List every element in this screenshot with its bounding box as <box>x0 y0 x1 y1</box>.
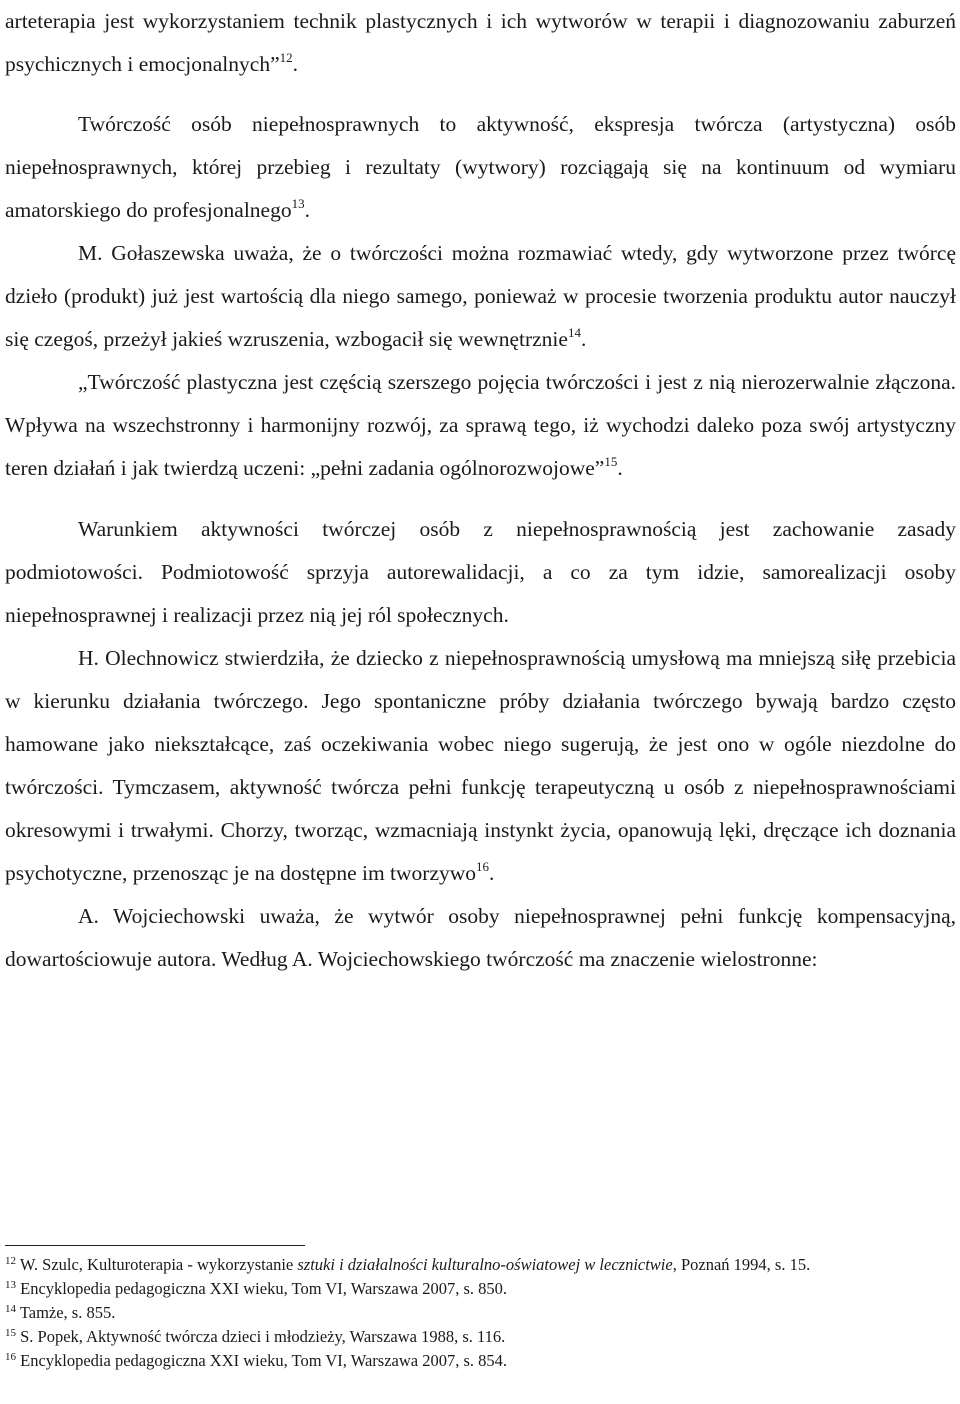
footnote-ref-15: 15 <box>604 454 618 469</box>
body-text <box>5 0 956 981</box>
footnote-number: 12 <box>5 1255 16 1267</box>
footnote-15: $^{15}$ S. Popek, Aktywność twórcza dzieci i młodzieży, Warszawa 1988, s. 116. <box>5 1327 506 1346</box>
paragraph-1: arteterapia jest wykorzystaniem technik plastycznych i ich wytworów w terapii i diagnozowaniu zaburzeń psychicznych i emocjonalnych”$^{12}$. <box>5 9 956 76</box>
footnote-ref-12: 12 <box>279 50 293 65</box>
paragraph-7: A. Wojciechowski uważa, że wytwór osoby niepełnosprawnej pełni funkcję kompensacyjną, dowartościowuje autora. Według A. Wojciechowskiego twórczość ma znaczenie wielostronne: <box>5 904 956 971</box>
footnote-16: $^{16}$ Encyklopedia pedagogiczna XXI wieku, Tom VI, Warszawa 2007, s. 854. <box>5 1351 508 1370</box>
paragraph-4: „Twórczość plastyczna jest częścią szerszego pojęcia twórczości i jest z nią nierozerwalnie złączona. Wpływa na wszechstronny i harmonijny rozwój, za sprawą tego, iż wychodzi daleko poza swój artystyczny teren działań i jak twierdzą uczeni: „pełni zadania ogólnorozwojowe”$^{15}$. <box>5 370 956 480</box>
footnote-ref-16: 16 <box>476 859 490 874</box>
footnote-ref-13: 13 <box>291 196 305 211</box>
footnote-14: $^{14}$ Tamże, s. 855. <box>5 1303 116 1322</box>
paragraph-3: M. Gołaszewska uważa, że o twórczości można rozmawiać wtedy, gdy wytworzone przez twórcę dzieło (produkt) już jest wartością dla niego samego, ponieważ w procesie tworzenia produktu autor nauczył się czegoś, przeżył jakieś wzruszenia, wzbogacił się wewnętrznie$^{14}$. <box>5 241 956 351</box>
footnote-13: $^{13}$ Encyklopedia pedagogiczna XXI wieku, Tom VI, Warszawa 2007, s. 850. <box>5 1279 508 1298</box>
footnote-number: 16 <box>5 1351 16 1363</box>
footnote-12: $^{12}$ W. Szulc, Kulturoterapia - wykorzystanie sztuki i działalności kulturalno-oświatowej w lecznictwie, Poznań 1994, s. 15. <box>5 1255 811 1274</box>
footnote-ref-14: 14 <box>567 325 581 340</box>
paragraph-5: Warunkiem aktywności twórczej osób z niepełnosprawnością jest zachowanie zasady podmiotowości. Podmiotowość sprzyja autorewalidacji, a co za tym idzie, samorealizacji osoby niepełnosprawnej i realizacji przez nią jej ról społecznych. <box>5 517 956 627</box>
footnote-separator <box>5 1245 305 1246</box>
footnote-number: 13 <box>5 1279 16 1291</box>
paragraph-2: Twórczość osób niepełnosprawnych to aktywność, ekspresja twórcza (artystyczna) osób niepełnosprawnych, której przebieg i rezultaty (wytwory) rozciągają się na kontinuum od wymiaru amatorskiego do profesjonalnego$^{13}$. <box>5 112 956 222</box>
footnote-number: 14 <box>5 1303 16 1315</box>
footnotes <box>5 1253 958 1373</box>
footnote-number: 15 <box>5 1327 16 1339</box>
paragraph-6: H. Olechnowicz stwierdziła, że dziecko z niepełnosprawnością umysłową ma mniejszą siłę przebicia w kierunku działania twórczego. Jego spontaniczne próby działania twórczego bywają bardzo często hamowane jako niekształcące, zaś oczekiwania wobec niego sugerują, że jest ono w ogóle niezdolne do twórczości. Tymczasem, aktywność twórcza pełni funkcję terapeutyczną u osób z niepełnosprawnościami okresowymi i trwałymi. Chorzy, tworząc, wzmacniają instynkt życia, opanowują lęki, dręczące ich doznania psychotyczne, przenosząc je na dostępne im tworzywo$^{16}$. <box>5 646 956 885</box>
